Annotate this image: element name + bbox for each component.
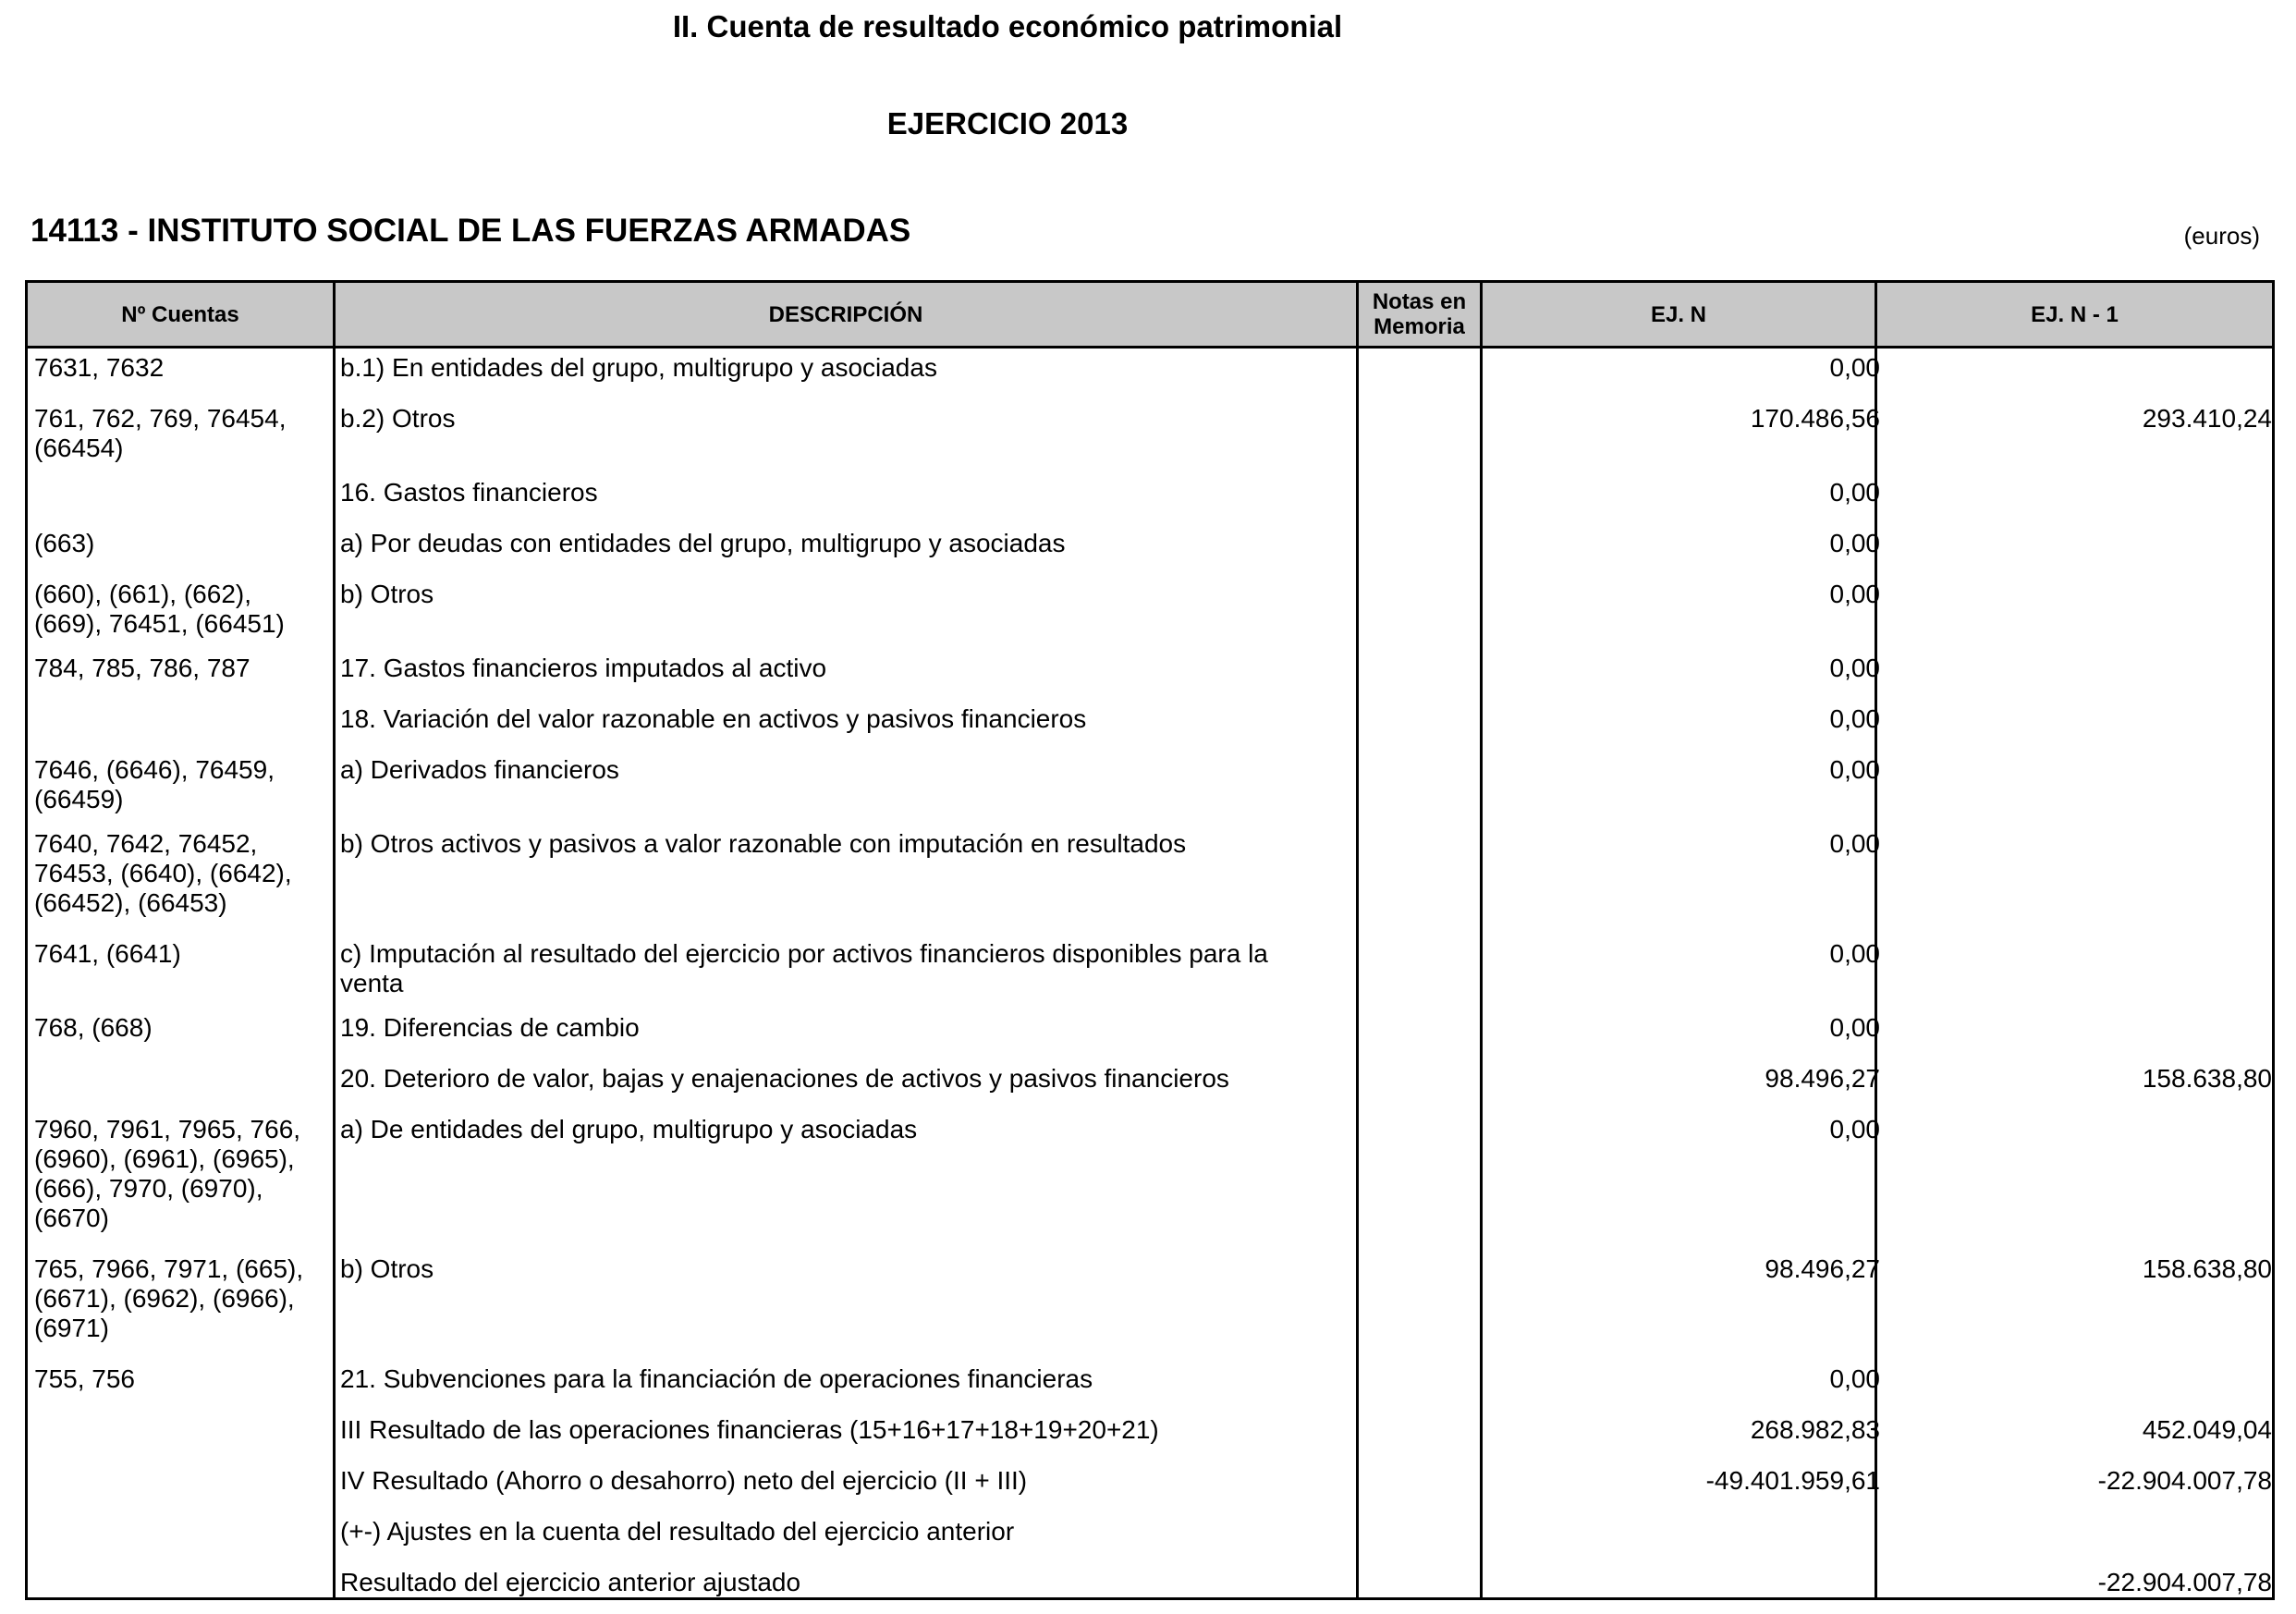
table-row	[28, 473, 2272, 524]
column-header-accounts: Nº Cuentas	[121, 301, 239, 327]
table-row	[28, 935, 2272, 1009]
row-accounts: 7640, 7642, 76452, 76453, (6640), (6642), (66452), (66453)	[34, 829, 292, 917]
row-current-year-value: 268.982,83	[1750, 1415, 1880, 1444]
row-description: c) Imputación al resultado del ejercicio por activos financieros disponibles para la venta	[340, 939, 1268, 997]
row-description: b) Otros	[340, 580, 434, 608]
row-current-year-value: 0,00	[1829, 580, 1880, 608]
row-current-year-value: 0,00	[1829, 654, 1880, 682]
table-row	[28, 649, 2272, 700]
row-current-year-value: 98.496,27	[1765, 1254, 1880, 1283]
row-previous-year-value: 293.410,24	[2142, 404, 2272, 433]
table-row	[28, 700, 2272, 751]
row-description: 20. Deterioro de valor, bajas y enajenaciones de activos y pasivos financieros	[340, 1064, 1229, 1093]
row-accounts: 761, 762, 769, 76454, (66454)	[34, 404, 287, 462]
column-header-current-year: EJ. N	[1650, 301, 1707, 327]
table-row	[28, 1461, 2272, 1512]
row-current-year-value: -49.401.959,61	[1705, 1466, 1880, 1495]
row-current-year-value: 0,00	[1829, 755, 1880, 784]
row-current-year-value: 0,00	[1829, 1013, 1880, 1042]
row-accounts: 755, 756	[34, 1364, 135, 1393]
column-header-description: DESCRIPCIÓN	[768, 301, 923, 327]
row-current-year-value: 170.486,56	[1750, 404, 1880, 433]
row-current-year-value: 0,00	[1829, 829, 1880, 858]
row-description: 19. Diferencias de cambio	[340, 1013, 640, 1042]
row-description: a) Derivados financieros	[340, 755, 619, 784]
row-description: 17. Gastos financieros imputados al activo	[340, 654, 827, 682]
row-accounts: 768, (668)	[34, 1013, 153, 1042]
row-current-year-value: 0,00	[1829, 704, 1880, 733]
row-accounts: 765, 7966, 7971, (665), (6671), (6962), (6966), (6971)	[34, 1254, 304, 1342]
table-row	[28, 1110, 2272, 1250]
column-header-notes-line1: Notas en	[1372, 289, 1467, 314]
table-row	[28, 1563, 2272, 1614]
row-description: 18. Variación del valor razonable en activos y pasivos financieros	[340, 704, 1087, 733]
row-description: IV Resultado (Ahorro o desahorro) neto del ejercicio (II + III)	[340, 1466, 1028, 1495]
table-body	[28, 348, 2272, 1614]
row-description: (+-) Ajustes en la cuenta del resultado del ejercicio anterior	[340, 1517, 1015, 1546]
row-accounts: 7646, (6646), 76459, (66459)	[34, 755, 275, 813]
entity-title: 14113 - INSTITUTO SOCIAL DE LAS FUERZAS ARMADAS	[31, 213, 911, 249]
column-header-notes	[1359, 283, 1480, 346]
table-row	[28, 751, 2272, 825]
table-row	[28, 1250, 2272, 1360]
table-row	[28, 1411, 2272, 1461]
row-previous-year-value: 452.049,04	[2142, 1415, 2272, 1444]
row-accounts: 7960, 7961, 7965, 766, (6960), (6961), (6965), (666), 7970, (6970), (6670)	[34, 1115, 301, 1232]
table-row	[28, 575, 2272, 649]
report-year: EJERCICIO 2013	[886, 106, 1129, 141]
row-description: Resultado del ejercicio anterior ajustado	[340, 1568, 801, 1596]
row-previous-year-value: 158.638,80	[2142, 1064, 2272, 1093]
table-row	[28, 1360, 2272, 1411]
row-current-year-value: 0,00	[1829, 353, 1880, 382]
row-accounts: (663)	[34, 529, 95, 557]
row-current-year-value: 0,00	[1829, 1115, 1880, 1143]
row-description: b) Otros	[340, 1254, 434, 1283]
column-header-notes-line2: Memoria	[1374, 314, 1465, 339]
row-current-year-value: 0,00	[1829, 939, 1880, 968]
row-description: 21. Subvenciones para la financiación de operaciones financieras	[340, 1364, 1093, 1393]
table-row	[28, 348, 2272, 399]
row-description: b.1) En entidades del grupo, multigrupo y asociadas	[340, 353, 937, 382]
row-description: III Resultado de las operaciones financieras (15+16+17+18+19+20+21)	[340, 1415, 1159, 1444]
row-current-year-value: 0,00	[1829, 478, 1880, 507]
row-current-year-value: 98.496,27	[1765, 1064, 1880, 1093]
table-row	[28, 524, 2272, 575]
row-current-year-value: 0,00	[1829, 1364, 1880, 1393]
currency-note: (euros)	[2183, 222, 2260, 250]
table-row	[28, 1512, 2272, 1563]
row-description: 16. Gastos financieros	[340, 478, 598, 507]
row-accounts: 7641, (6641)	[34, 939, 181, 968]
table-row	[28, 399, 2272, 473]
table-row	[28, 825, 2272, 935]
row-description: b) Otros activos y pasivos a valor razonable con imputación en resultados	[340, 829, 1187, 858]
financial-table	[25, 280, 2275, 1600]
row-accounts: 7631, 7632	[34, 353, 165, 382]
table-row	[28, 1059, 2272, 1110]
row-previous-year-value: -22.904.007,78	[2097, 1466, 2272, 1495]
table-header	[28, 283, 2272, 348]
row-description: b.2) Otros	[340, 404, 456, 433]
row-previous-year-value: 158.638,80	[2142, 1254, 2272, 1283]
row-accounts: (660), (661), (662), (669), 76451, (66451)	[34, 580, 285, 638]
row-description: a) Por deudas con entidades del grupo, multigrupo y asociadas	[340, 529, 1066, 557]
row-current-year-value: 0,00	[1829, 529, 1880, 557]
table-row	[28, 1009, 2272, 1059]
row-accounts: 784, 785, 786, 787	[34, 654, 250, 682]
row-previous-year-value: -22.904.007,78	[2097, 1568, 2272, 1596]
row-description: a) De entidades del grupo, multigrupo y asociadas	[340, 1115, 918, 1143]
column-header-previous-year: EJ. N - 1	[2031, 301, 2119, 327]
report-title: II. Cuenta de resultado económico patrimonial	[672, 9, 1343, 43]
